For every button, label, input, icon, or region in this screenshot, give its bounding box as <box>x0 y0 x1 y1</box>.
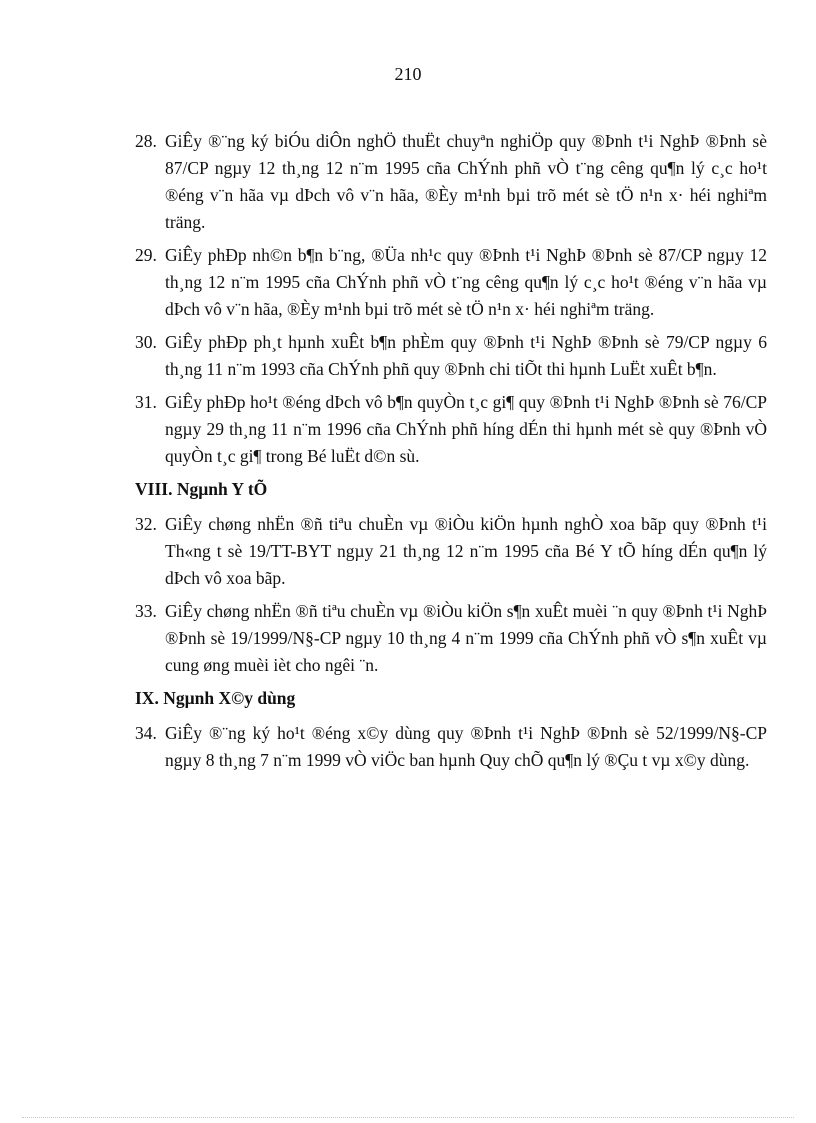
list-item-28 <box>135 128 767 236</box>
list-item-31 <box>135 389 767 470</box>
list-item-30 <box>135 329 767 383</box>
list-item-number: 30. <box>135 332 157 352</box>
page-number: 210 <box>394 64 422 84</box>
page-bottom-divider <box>22 1117 794 1118</box>
document-body <box>135 128 767 780</box>
list-item-34 <box>135 720 767 774</box>
list-item-32 <box>135 511 767 592</box>
section-heading-8: VIII. Ngµnh Y tÕ <box>135 479 268 499</box>
list-item-29 <box>135 242 767 323</box>
list-item-number: 29. <box>135 245 157 265</box>
list-item-text: GiÊy phÐp ho¹t ®éng dÞch vô b¶n quyÒn t¸c gi¶ quy ®Þnh t¹i NghÞ ®Þnh sè 76/CP ngµy 29 th¸ng 11 n¨m 1996 cña ChÝnh phñ híng dÉn thi hµnh mét sè quy ®Þnh vÒ quyÒn t¸c gi¶ trong Bé luËt d©n sù. <box>165 392 767 466</box>
section-heading-9: IX. Ngµnh X©y dùng <box>135 688 296 708</box>
list-item-number: 34. <box>135 723 157 743</box>
list-item-text: GiÊy ®¨ng ký biÓu diÔn nghÖ thuËt chuyªn nghiÖp quy ®Þnh t¹i NghÞ ®Þnh sè 87/CP ngµy 12 th¸ng 12 n¨m 1995 cña ChÝnh phñ vÒ t¨ng cêng qu¶n lý c¸c ho¹t ®éng v¨n hãa vµ dÞch vô v¨n hãa, ®Èy m¹nh bµi trõ mét sè tÖ n¹n x· héi nghiªm träng. <box>165 131 767 232</box>
list-item-text: GiÊy phÐp nh©n b¶n b¨ng, ®Üa nh¹c quy ®Þnh t¹i NghÞ ®Þnh sè 87/CP ngµy 12 th¸ng 12 n¨m 1995 cña ChÝnh phñ vÒ t¨ng cêng qu¶n lý c¸c ho¹t ®éng v¨n hãa vµ dÞch vô v¨n hãa, ®Èy m¹nh bµi trõ mét sè tÖ n¹n x· héi nghiªm träng. <box>165 245 767 319</box>
list-item-number: 33. <box>135 601 157 621</box>
list-item-text: GiÊy phÐp ph¸t hµnh xuÊt b¶n phÈm quy ®Þnh t¹i NghÞ ®Þnh sè 79/CP ngµy 6 th¸ng 11 n¨m 1993 cña ChÝnh phñ quy ®Þnh chi tiÕt thi hµnh LuËt xuÊt b¶n. <box>165 332 767 379</box>
list-item-number: 32. <box>135 514 157 534</box>
list-item-text: GiÊy chøng nhËn ®ñ tiªu chuÈn vµ ®iÒu kiÖn s¶n xuÊt muèi ¨n quy ®Þnh t¹i NghÞ ®Þnh sè 19/1999/N§-CP ngµy 10 th¸ng 4 n¨m 1999 cña ChÝnh phñ vÒ s¶n xuÊt vµ cung øng muèi ièt cho ngêi ¨n. <box>165 601 767 675</box>
list-item-number: 28. <box>135 131 157 151</box>
list-item-text: GiÊy chøng nhËn ®ñ tiªu chuÈn vµ ®iÒu kiÖn hµnh nghÒ xoa bãp quy ®Þnh t¹i Th«ng t sè 19/TT-BYT ngµy 21 th¸ng 12 n¨m 1995 cña Bé Y tÕ híng dÉn qu¶n lý dÞch vô xoa bãp. <box>165 514 767 588</box>
list-item-text: GiÊy ®¨ng ký ho¹t ®éng x©y dùng quy ®Þnh t¹i NghÞ ®Þnh sè 52/1999/N§-CP ngµy 8 th¸ng 7 n¨m 1999 vÒ viÖc ban hµnh Quy chÕ qu¶n lý ®Çu t vµ x©y dùng. <box>165 723 767 770</box>
list-item-number: 31. <box>135 392 157 412</box>
list-item-33 <box>135 598 767 679</box>
